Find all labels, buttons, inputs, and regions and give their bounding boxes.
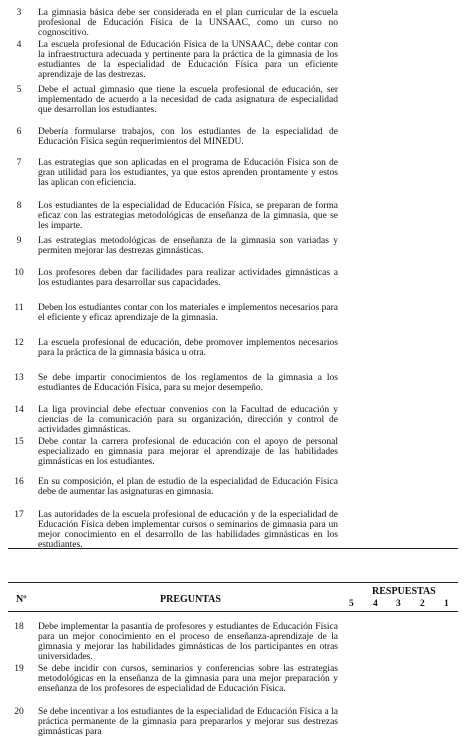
item-text: Deben los estudiantes contar con los materiales e implementos necesarios para el eficiente y eficaz aprendizaje de la gimnasia.	[38, 303, 338, 323]
list-item	[0, 303, 470, 323]
list-item	[0, 158, 470, 188]
list-item	[0, 85, 470, 115]
item-text: Las autoridades de la escuela profesional de educación y de la especialidad de Educación Física deben implementar cursos o seminarios de gimnasia para un mejor conocimiento en el desarrollo de las habilidades gimnásticas en los estudiantes.	[38, 510, 338, 550]
list-item	[0, 510, 470, 550]
scale-value: 4	[373, 599, 378, 609]
item-text: La escuela profesional de Educación Física de la UNSAAC, debe contar con la infraestructura adecuada y pertinente para la práctica de la gimnasia de los estudiantes de la especialidad de Educación Física para un eficiente aprendizaje de las destrezas.	[38, 40, 338, 80]
item-number: 14	[14, 405, 24, 415]
item-text: En su composición, el plan de estudio de la especialidad de Educación Física debe de aumentar las asignaturas en gimnasia.	[38, 477, 338, 497]
list-item	[0, 437, 470, 467]
item-number: 8	[16, 201, 22, 211]
item-text: La gimnasia básica debe ser considerada en el plan curricular de la escuela profesional de Educación Física de la UNSAAC, como un curso no cognoscitivo.	[38, 8, 338, 38]
item-text: Las estrategias que son aplicadas en el programa de Educación Física son de gran utilidad para los estudiantes, ya que estos aprenden prontamente y estos las aplican con eficiencia.	[38, 158, 338, 188]
item-text: Se debe incentivar a los estudiantes de la especialidad de Educación Física a la práctica permanente de la gimnasia para prepararlos y mejorar sus destrezas gimnásticas para	[38, 707, 338, 737]
item-number: 6	[16, 127, 22, 137]
item-number: 11	[14, 303, 24, 313]
item-number: 12	[14, 338, 24, 348]
item-text: Debe implementar la pasantía de profesores y estudiantes de Educación Física para un mejor conocimiento en el proceso de enseñanza-aprendizaje de la gimnasia y mejorar las habilidades gimnásticas de los participantes en otras universidades.	[38, 622, 338, 662]
item-number: 4	[16, 40, 22, 50]
item-text: Debe contar la carrera profesional de educación con el apoyo de personal especializado en gimnasia para mejorar el aprendizaje de las habilidades gimnásticas en los estudiantes.	[38, 437, 338, 467]
scale-value: 1	[444, 599, 449, 609]
item-text: Las estrategias metodológicas de enseñanza de la gimnasia son variadas y permiten mejorar las destrezas gimnásticas.	[38, 236, 338, 256]
number-column-header: Nº	[16, 594, 27, 605]
table-row	[0, 707, 470, 737]
item-text: La liga provincial debe efectuar convenios con la Facultad de educación y ciencias de la comunicación para su organización, dirección y control de actividades gimnásticas.	[38, 405, 338, 435]
list-item	[0, 236, 470, 256]
list-item	[0, 8, 470, 38]
table-top-border	[8, 582, 458, 583]
section-divider	[8, 548, 458, 549]
list-item	[0, 40, 470, 80]
list-item	[0, 373, 470, 393]
scale-value: 3	[396, 599, 401, 609]
list-item	[0, 268, 470, 288]
item-number: 16	[14, 477, 24, 487]
item-number: 3	[16, 8, 22, 18]
item-text: Se debe impartir conocimientos de los reglamentos de la gimnasia a los estudiantes de Educación Física, para su mejor desempeño.	[38, 373, 338, 393]
questions-column-header: PREGUNTAS	[160, 594, 221, 605]
item-number: 7	[16, 158, 22, 168]
list-item	[0, 127, 470, 147]
list-item	[0, 338, 470, 358]
item-text: Debería formularse trabajos, con los estudiantes de la especialidad de Educación Física según requerimientos del MINEDU.	[38, 127, 338, 147]
scale-value: 2	[420, 599, 425, 609]
item-number: 10	[14, 268, 24, 278]
item-number: 20	[14, 707, 24, 717]
item-text: Los profesores deben dar facilidades para realizar actividades gimnásticas a los estudiantes para desarrollar sus capacidades.	[38, 268, 338, 288]
item-number: 5	[16, 85, 22, 95]
table-row	[0, 664, 470, 694]
item-number: 17	[14, 510, 24, 520]
item-text: La escuela profesional de educación, debe promover implementos necesarios para la práctica de la gimnasia básica u otra.	[38, 338, 338, 358]
item-number: 9	[16, 236, 22, 246]
list-item	[0, 405, 470, 435]
item-number: 13	[14, 373, 24, 383]
list-item	[0, 477, 470, 497]
table-row	[0, 622, 470, 662]
list-item	[0, 201, 470, 231]
item-text: Debe el actual gimnasio que tiene la escuela profesional de educación, ser implementado de acuerdo a la necesidad de cada asignatura de especialidad que desarrollan los estudiantes.	[38, 85, 338, 115]
scale-value: 5	[349, 599, 354, 609]
item-number: 19	[14, 664, 24, 674]
responses-column-header: RESPUESTAS	[372, 586, 436, 597]
item-number: 18	[14, 622, 24, 632]
item-number: 15	[14, 437, 24, 447]
item-text: Los estudiantes de la especialidad de Educación Física, se preparan de forma eficaz con las estrategias metodológicas de enseñanza de la gimnasia, que se les imparte.	[38, 201, 338, 231]
item-text: Se debe incidir con cursos, seminarios y conferencias sobre las estrategias metodológicas en la enseñanza de la gimnasia para una mejor preparación y enseñanza de los profesores de especialidad de Educación Física.	[38, 664, 338, 694]
table-header-border	[8, 611, 458, 612]
